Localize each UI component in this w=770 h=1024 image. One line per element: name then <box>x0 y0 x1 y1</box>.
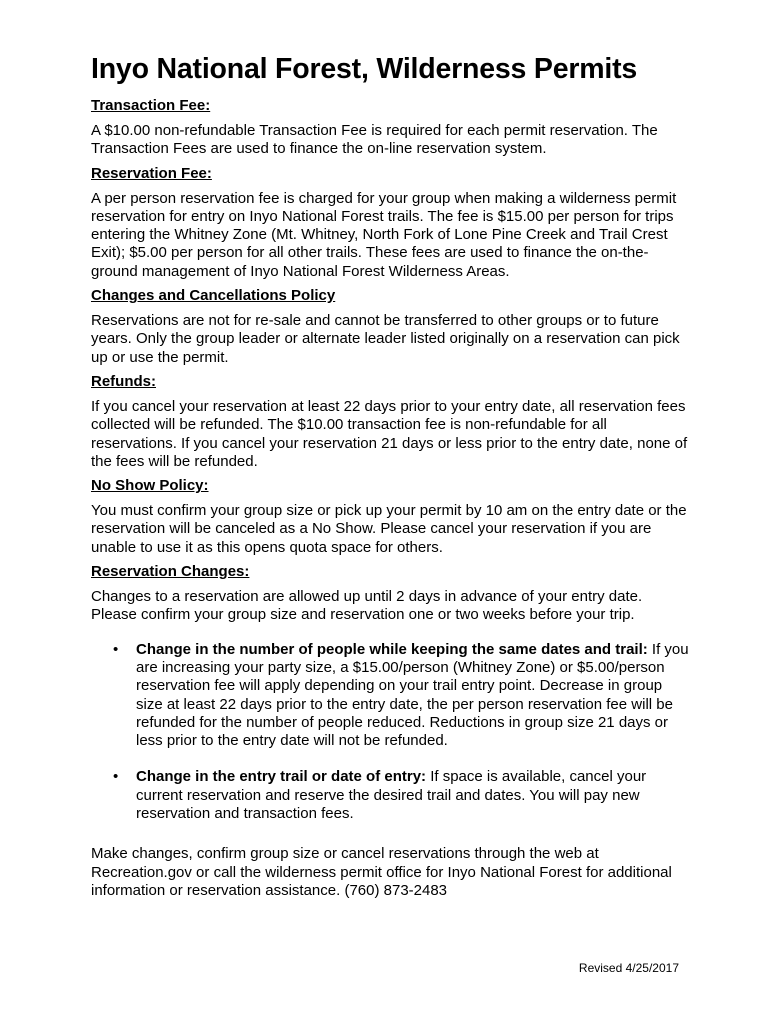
reservation-fee-body: A per person reservation fee is charged for your group when making a wilderness permit reservation for entry on Inyo National Forest trails. The fee is $15.00 per person for trips entering the Whitney Zone (Mt. Whitney, North Fork of Lone Pine Creek and Trail Crest Exit); $5.00 per person for all other trails. These fees are used to finance the on-the-ground management of Inyo National Forest Wilderness Areas. <box>91 189 677 280</box>
list-item <box>91 768 691 823</box>
list-item-text: If space is available, cancel your current reservation and reserve the desired trail and dates. You will pay new reservation and transaction fees. <box>136 768 647 823</box>
no-show-heading: No Show Policy: <box>91 477 209 495</box>
reservation-changes-heading: Reservation Changes: <box>91 563 250 581</box>
revised-date: Revised 4/25/2017 <box>578 961 679 975</box>
bullet-icon: • <box>113 768 119 786</box>
transaction-fee-heading: Transaction Fee: <box>91 97 211 114</box>
document-page <box>91 52 691 906</box>
no-show-body: You must confirm your group size or pick up your permit by 10 am on the entry date or the reservation will be canceled as a No Show. Please cancel your reservation if you are unable to use it as this opens quota space for others. <box>91 502 687 556</box>
closing-paragraph: Make changes, confirm group size or cancel reservations through the web at Recreation.gov or call the wilderness permit office for Inyo National Forest for additional information or reservation assistance. (760) 873-2483 <box>91 845 672 899</box>
changes-cancellations-body: Reservations are not for re-sale and cannot be transferred to other groups or to future years. Only the group leader or alternate leader listed originally on a reservation can pick up or use the permit. <box>91 312 680 366</box>
reservation-fee-heading: Reservation Fee: <box>91 164 212 182</box>
changes-cancellations-heading: Changes and Cancellations Policy <box>91 287 336 305</box>
refunds-body: If you cancel your reservation at least 22 days prior to your entry date, all reservation fees collected will be refunded. The $10.00 transaction fee is non-refundable for all reservations. If you cancel your reservation 21 days or less prior to the entry date, none of the fees will be refunded. <box>91 397 688 470</box>
list-item <box>91 641 691 751</box>
list-item-title: Change in the number of people while keeping the same dates and trail: <box>136 640 648 658</box>
list-item-title: Change in the entry trail or date of entry: <box>136 768 427 786</box>
list-item-text: If you are increasing your party size, a $15.00/person (Whitney Zone) or $5.00/person reservation fee will apply depending on your trail entry point. Decrease in group size at least 22 days prior to the entry date, the per person reservation fee will be refunded for the number of people reduced. Reductions in group size 21 days or less prior to the entry date will not be refunded. <box>136 640 689 750</box>
page-title: Inyo National Forest, Wilderness Permits <box>91 53 638 85</box>
refunds-heading: Refunds: <box>91 372 156 390</box>
reservation-changes-body: Changes to a reservation are allowed up until 2 days in advance of your entry date. Please confirm your group size and reservation one or two weeks before your trip. <box>91 588 643 624</box>
bullet-icon: • <box>113 640 119 658</box>
reservation-changes-list <box>91 641 691 824</box>
transaction-fee-body: A $10.00 non-refundable Transaction Fee is required for each permit reservation. The Transaction Fees are used to finance the on-line reservation system. <box>91 122 658 158</box>
